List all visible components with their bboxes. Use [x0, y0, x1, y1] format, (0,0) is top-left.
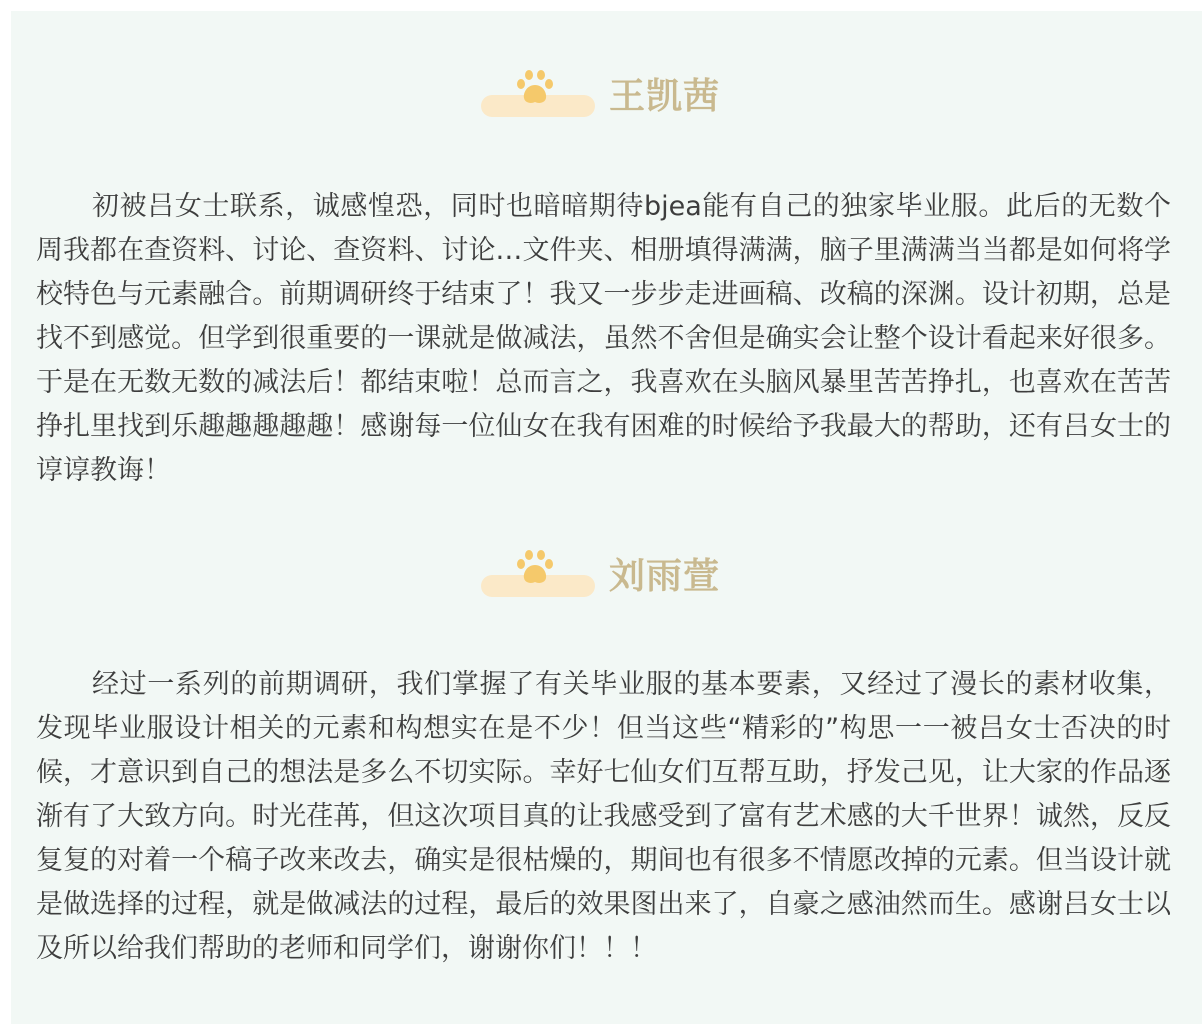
author-heading	[481, 69, 781, 139]
paw-icon	[515, 69, 555, 109]
author-heading	[481, 549, 781, 619]
paw-icon	[515, 549, 555, 589]
reflection-paragraph: 经过一系列的前期调研，我们掌握了有关毕业服的基本要素，又经过了漫长的素材收集，发现毕业服设计相关的元素和构想实在是不少！但当这些“精彩的”构思一一被吕女士否决的时候，才意识到自己的想法是多么不切实际。幸好七仙女们互帮互助，抒发己见，让大家的作品逐渐有了大致方向。时光荏苒，但这次项目真的让我感受到了富有艺术感的大千世界！诚然，反反复复的对着一个稿子改来改去，确实是很枯燥的，期间也有很多不情愿改掉的元素。但当设计就是做选择的过程，就是做减法的过程，最后的效果图出来了，自豪之感油然而生。感谢吕女士以及所以给我们帮助的老师和同学们，谢谢你们！！！	[36, 669, 1171, 964]
content-panel	[11, 11, 1202, 1024]
reflection-paragraph: 初被吕女士联系，诚感惶恐，同时也暗暗期待bjea能有自己的独家毕业服。此后的无数个周我都在查资料、讨论、查资料、讨论…文件夹、相册填得满满，脑子里满满当当都是如何将学校特色与元素融合。前期调研终于结束了！我又一步步走进画稿、改稿的深渊。设计初期，总是找不到感觉。但学到很重要的一课就是做减法，虽然不舍但是确实会让整个设计看起来好很多。于是在无数无数的减法后！都结束啦！总而言之，我喜欢在头脑风暴里苦苦挣扎，也喜欢在苦苦挣扎里找到乐趣趣趣趣趣！感谢每一位仙女在我有困难的时候给予我最大的帮助，还有吕女士的谆谆教诲！	[36, 191, 1171, 486]
author-name: 刘雨萱	[609, 556, 721, 597]
author-name: 王凯茜	[609, 76, 721, 117]
